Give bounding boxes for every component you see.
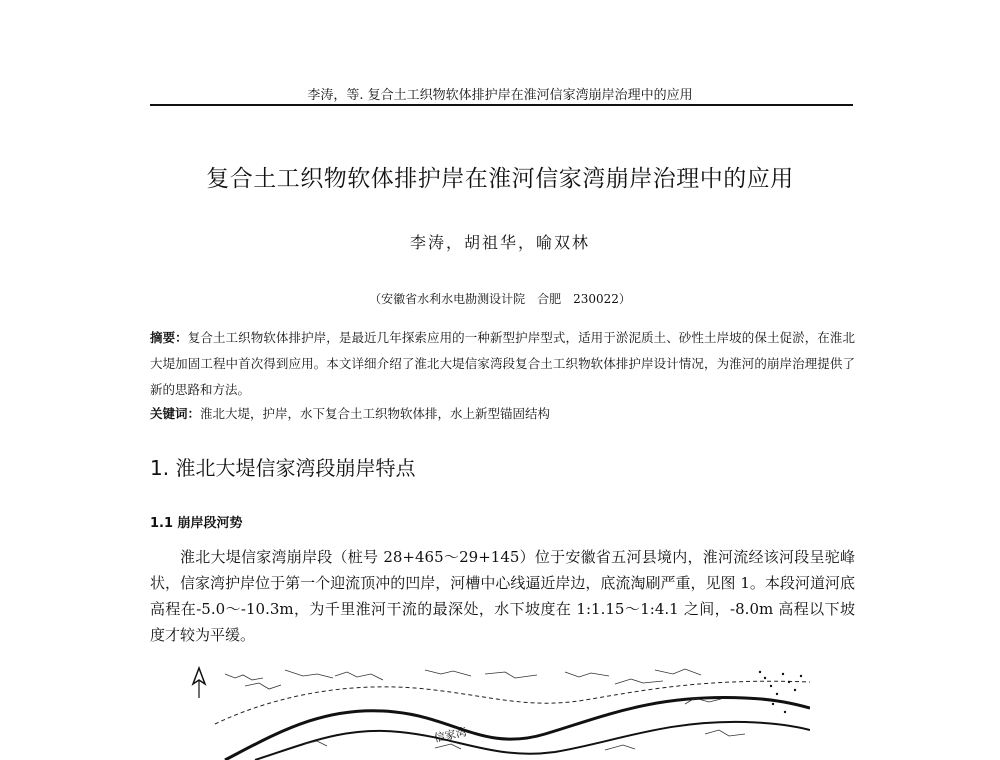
keywords-text: 淮北大堤，护岸，水下复合土工织物软体排，水上新型锚固结构: [200, 406, 551, 421]
north-arrow-icon: [193, 668, 205, 698]
header-rule: [150, 104, 853, 106]
river-bank-right: [255, 722, 810, 760]
map-label: 信家湾: [432, 725, 468, 745]
map-texture: [225, 669, 745, 750]
dike-line: [215, 681, 810, 724]
map-dots: [759, 671, 802, 713]
body-paragraph: 淮北大堤信家湾崩岸段（桩号 28+465～29+145）位于安徽省五河县境内，淮河流经该河段呈驼峰状，信家湾护岸位于第一个迎流顶冲的凹岸，河槽中心线逼近岸边，底流淘刷严重，见图 1。本段河道河底高程在-5.0～-10.3m，为千里淮河干流的最深处，水下坡度在 1:1.15～1:4.1 之间，-8.0m 高程以下坡度才较为平缓。: [150, 548, 855, 644]
running-head: 李涛，等. 复合土工织物软体排护岸在淮河信家湾崩岸治理中的应用: [307, 88, 693, 103]
river-bank-left: [225, 698, 810, 760]
affiliation: （安徽省水利水电勘测设计院 合肥 230022）: [369, 292, 631, 306]
paper-title: 复合土工织物软体排护岸在淮河信家湾崩岸治理中的应用: [206, 166, 794, 192]
section-heading: 1. 淮北大堤信家湾段崩岸特点: [150, 456, 416, 480]
abstract-text: 复合土工织物软体排护岸，是最近几年探索应用的一种新型护岸型式，适用于淤泥质土、砂性土岸坡的保土促淤，在淮北大堤加固工程中首次得到应用。本文详细介绍了淮北大堤信家湾段复合土工织物软体排护岸设计情况，为淮河的崩岸治理提供了新的思路和方法。: [150, 330, 855, 397]
figure-map: [185, 664, 810, 760]
subsection-heading: 1.1 崩岸段河势: [150, 516, 243, 531]
map-drawing: [185, 664, 810, 760]
keywords: [150, 403, 855, 425]
abstract: [150, 325, 855, 403]
authors: 李涛，胡祖华，喻双林: [409, 233, 590, 252]
abstract-label: 摘要：: [150, 330, 188, 345]
keywords-label: 关键词：: [150, 406, 201, 421]
